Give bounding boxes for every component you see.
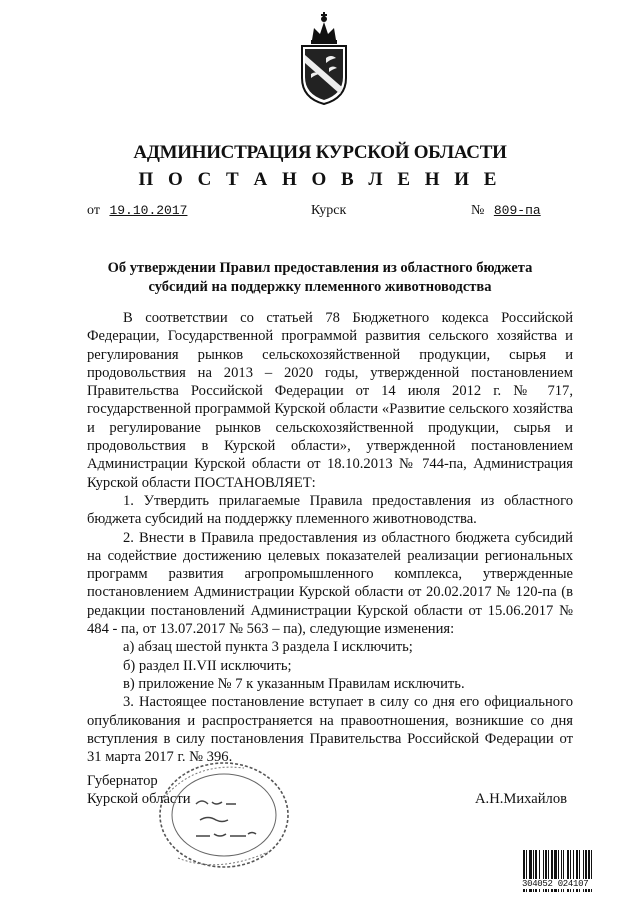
document-body	[87, 309, 573, 766]
document-heading-line-2: субсидий на поддержку племенного животноводства	[148, 279, 492, 295]
official-stamp	[156, 758, 292, 872]
signatory-title-line-1: Губернатор	[87, 773, 158, 789]
subitem-c: в) приложение № 7 к указанным Правилам исключить.	[123, 675, 465, 692]
number-field	[471, 203, 565, 219]
item-1-paragraph: 1. Утвердить прилагаемые Правила предоставления из областного бюджета субсидий на поддержку племенного животноводства.	[87, 492, 573, 528]
coat-of-arms-emblem	[296, 10, 352, 106]
document-number: 809-па	[493, 203, 541, 218]
subitem-b: б) раздел II.VII исключить;	[123, 657, 292, 674]
document-heading-line-1: Об утверждении Правил предоставления из областного бюджета	[107, 260, 533, 276]
barcode-number: 304052 024107	[522, 879, 618, 889]
subitem-a: а) абзац шестой пункта 3 раздела I исключить;	[123, 639, 413, 656]
signatory-name: А.Н.Михайлов	[475, 791, 568, 807]
date-prefix: от	[87, 203, 100, 218]
organization-title: АДМИНИСТРАЦИЯ КУРСКОЙ ОБЛАСТИ	[133, 142, 507, 163]
preamble-paragraph: В соответствии со статьей 78 Бюджетного кодекса Российской Федерации, Государственной программой развития сельского хозяйства и регулирования рынков сельскохозяйственной продукции, сырья и продовольствия на 2013 – 2020 годы, утвержденной постановлением Правительства Российской Федерации от 14 июля 2012 г. № 717, государственной программой Курской области «Развитие сельского хозяйства и регулирование рынков сельскохозяйственной продукции, сырья и продовольствия в Курской области», утвержденной постановлением Администрации Курской области от 18.10.2013 № 744-па, Администрация Курской области ПОСТАНОВЛЯЕТ:	[87, 310, 573, 491]
date-field	[87, 203, 211, 219]
document-type: П О С Т А Н О В Л Е Н И Е	[138, 169, 502, 190]
item-3-paragraph: 3. Настоящее постановление вступает в силу со дня его официального опубликования и распространяется на правоотношения, возникшие со дня вступления в силу постановления Правительства Российской Федерации от 31 марта 2017 г. № 396.	[87, 694, 573, 766]
signatory-title-line-2: Курской области	[87, 791, 191, 807]
number-prefix: №	[471, 203, 485, 218]
city: Курск	[311, 203, 347, 218]
item-2-paragraph: 2. Внести в Правила предоставления из областного бюджета субсидий на содействие достижению целевых показателей реализации региональных программ развития агропромышленного комплекса, утвержденные постановлением Администрации Курской области от 20.02.2017 № 120-па (в редакции постановлений Администрации Курской области от 15.06.2017 № 484 - па, от 13.07.2017 № 563 – па), следующие изменения:	[87, 529, 573, 638]
document-date: 19.10.2017	[109, 203, 188, 218]
